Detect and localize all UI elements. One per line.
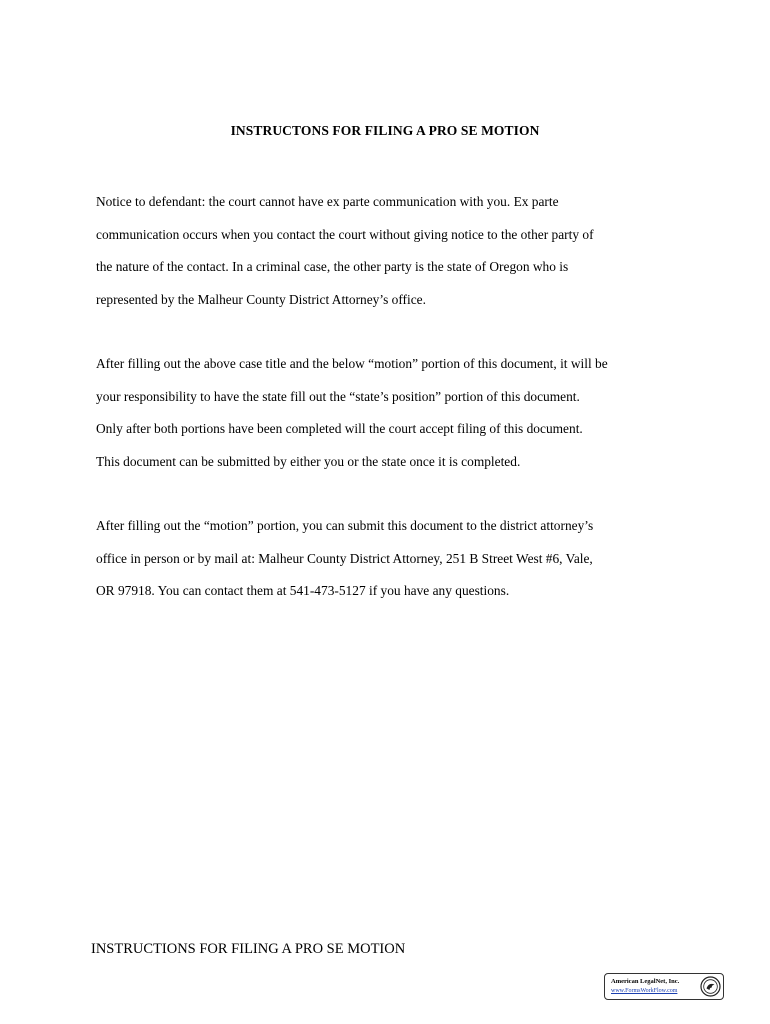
paragraph-line: office in person or by mail at: Malheur County District Attorney, 251 B Street West #6, Vale,	[96, 550, 593, 566]
paragraph-notice	[96, 186, 696, 316]
footer-title: INSTRUCTIONS FOR FILING A PRO SE MOTION	[91, 941, 406, 957]
paragraph-line: Notice to defendant: the court cannot have ex parte communication with you. Ex parte	[96, 194, 559, 209]
paragraph-line: your responsibility to have the state fill out the “state’s position” portion of this document.	[96, 388, 580, 404]
publisher-name: American LegalNet, Inc.	[611, 978, 680, 985]
paragraph-line: Only after both portions have been completed will the court accept filing of this document.	[96, 421, 583, 436]
paragraph-line: the nature of the contact. In a criminal case, the other party is the state of Oregon who is	[96, 259, 569, 274]
document-title: INSTRUCTONS FOR FILING A PRO SE MOTION	[230, 123, 540, 138]
publisher-logo[interactable]	[604, 973, 724, 1000]
paragraph-line: represented by the Malheur County District Attorney’s office.	[96, 291, 426, 307]
paragraph-filling	[96, 348, 696, 478]
paragraph-line: This document can be submitted by either you or the state once it is completed.	[96, 453, 521, 469]
paragraph-line: OR 97918. You can contact them at 541-473-5127 if you have any questions.	[96, 583, 510, 598]
seal-icon	[700, 976, 721, 997]
paragraph-line: After filling out the above case title and the below “motion” portion of this document, it will be	[96, 356, 608, 371]
paragraph-line: After filling out the “motion” portion, you can submit this document to the district attorney’s	[96, 518, 594, 533]
paragraph-line: communication occurs when you contact the court without giving notice to the other party of	[96, 226, 594, 242]
publisher-url-link[interactable]: www.FormsWorkFlow.com	[611, 988, 678, 994]
paragraph-submission	[96, 510, 696, 608]
